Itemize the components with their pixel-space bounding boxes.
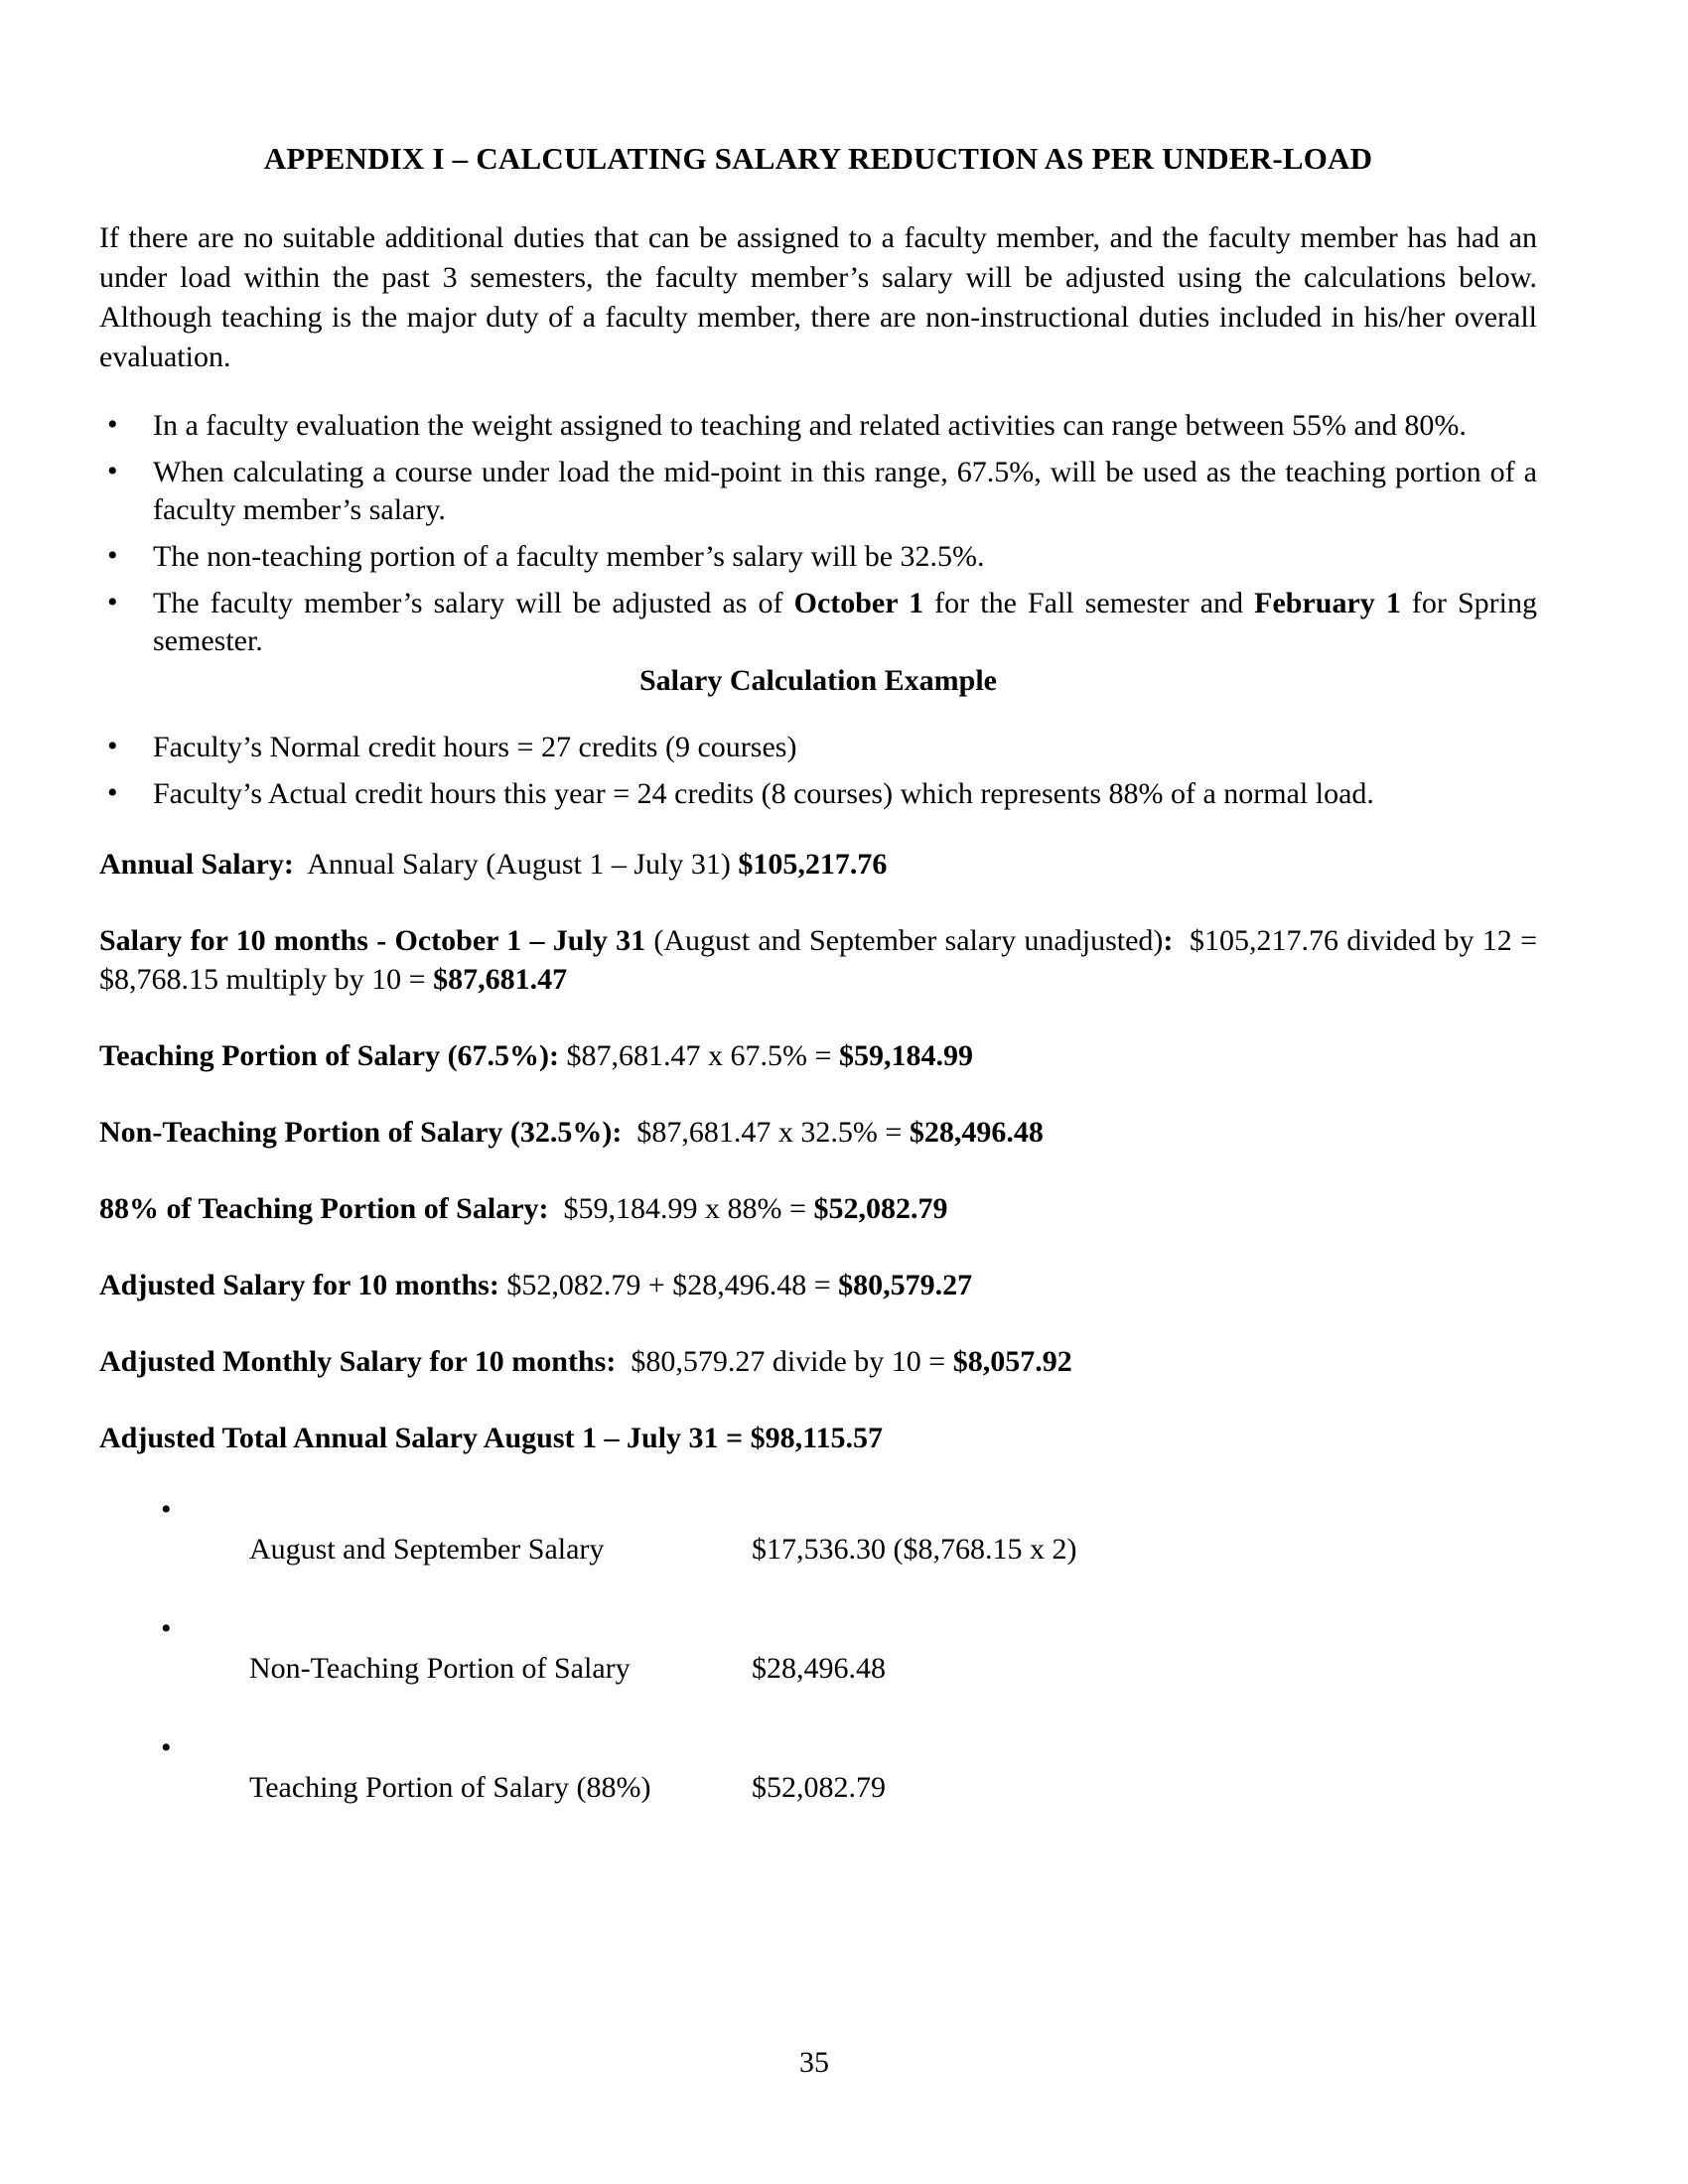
list-item: • The faculty member’s salary will be adjusted as of October 1 for the Fall semester and February 1 for Spring semester. [99, 585, 1537, 660]
intro-paragraph: If there are no suitable additional duties that can be assigned to a faculty member, and the faculty member has had an under load within the past 3 semesters, the faculty member’s salary will be adjusted using the calculations below. Although teaching is the major duty of a faculty member, there are non-instructional duties included in his/her overall evaluation. [99, 221, 1552, 373]
calc-adjusted-monthly-salary: Adjusted Monthly Salary for 10 months: $80,579.27 divide by 10 = $8,057.92 [99, 1345, 1072, 1378]
list-item: • Faculty’s Normal credit hours = 27 credits (9 courses) [99, 729, 1537, 766]
example-heading: Salary Calculation Example [638, 664, 997, 697]
calc-88pct-teaching-portion: 88% of Teaching Portion of Salary: $59,184.99 x 88% = $52,082.79 [99, 1192, 948, 1225]
page-title: APPENDIX I – CALCULATING SALARY REDUCTION AS PER UNDER-LOAD [263, 141, 1373, 176]
calc-annual-salary: Annual Salary: Annual Salary (August 1 – July 31) $105,217.76 [99, 848, 888, 881]
breakdown-label: Teaching Portion of Salary (88%) [249, 1771, 651, 1804]
breakdown-value: $28,496.48 [752, 1652, 886, 1685]
breakdown-value: $17,536.30 ($8,768.15 x 2) [752, 1533, 1077, 1566]
list-item: • Faculty’s Actual credit hours this year = 24 credits (8 courses) which represents 88% of a normal load. [99, 775, 1537, 813]
breakdown-bullet-list [99, 1491, 1537, 1845]
breakdown-value: $52,082.79 [752, 1771, 886, 1804]
page-number: 35 [799, 2046, 829, 2079]
breakdown-label: Non-Teaching Portion of Salary [249, 1652, 631, 1685]
calc-non-teaching-portion: Non-Teaching Portion of Salary (32.5%): $87,681.47 x 32.5% = $28,496.48 [99, 1116, 1044, 1149]
calc-adjusted-total-annual-salary: Adjusted Total Annual Salary August 1 – July 31 = $98,115.57 [99, 1422, 883, 1454]
calc-salary-10-months: Salary for 10 months - October 1 – July 31 (August and September salary unadjusted): $105,217.76 divided by 12 = $8,768.15 multiply by 10 = $87,681.47 [99, 924, 1545, 996]
breakdown-label: August and September Salary [249, 1533, 605, 1566]
list-item: • When calculating a course under load the mid-point in this range, 67.5%, will be used as the teaching portion of a faculty member’s salary. [99, 454, 1537, 529]
list-item: • In a faculty evaluation the weight assigned to teaching and related activities can range between 55% and 80%. [99, 407, 1537, 445]
policy-bullet-list [99, 407, 1545, 660]
list-item [99, 1491, 1537, 1607]
calculation-section [99, 845, 1545, 1457]
example-bullet-list [99, 729, 1537, 813]
calc-adjusted-salary-10-months: Adjusted Salary for 10 months: $52,082.79 + $28,496.48 = $80,579.27 [99, 1269, 973, 1301]
calc-teaching-portion: Teaching Portion of Salary (67.5%): $87,681.47 x 67.5% = $59,184.99 [99, 1039, 973, 1072]
list-item: • The non-teaching portion of a faculty member’s salary will be 32.5%. [99, 538, 1537, 576]
list-item [99, 1610, 1537, 1726]
list-item [99, 1729, 1537, 1845]
